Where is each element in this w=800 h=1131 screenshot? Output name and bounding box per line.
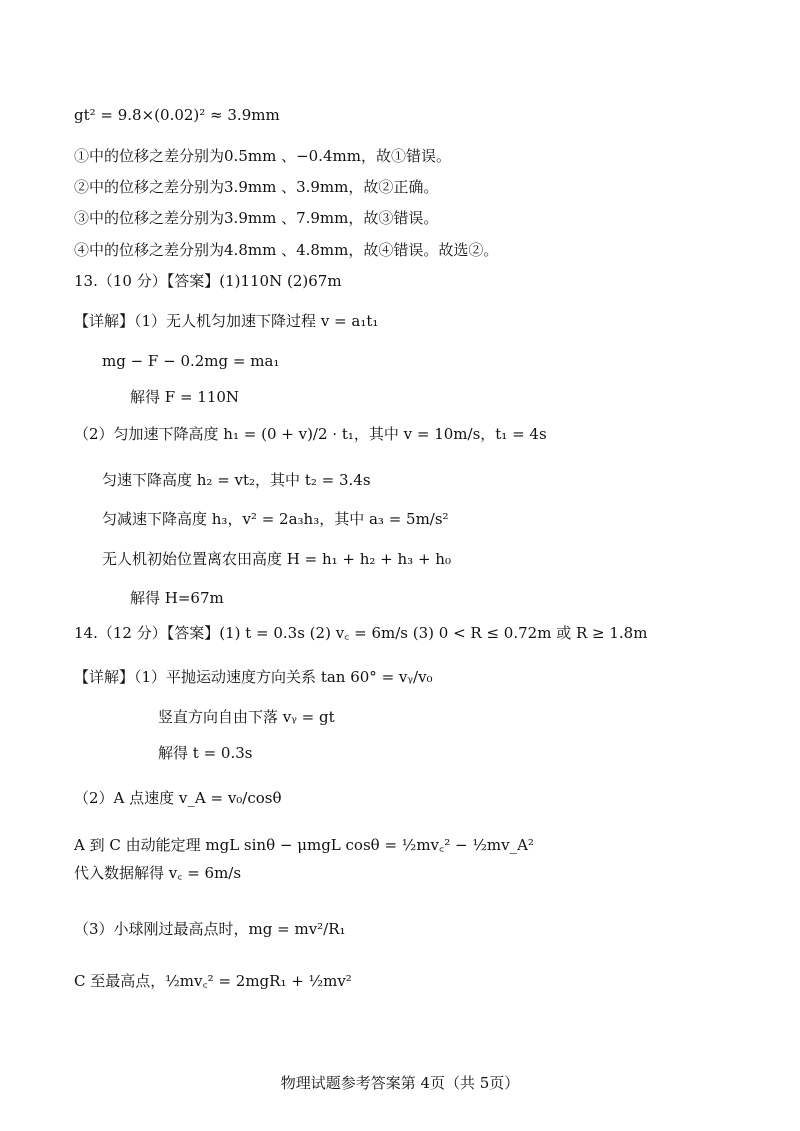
text-line: gt² = 9.8×(0.02)² ≈ 3.9mm [74, 106, 280, 124]
text-line: ②中的位移之差分别为3.9mm 、3.9mm，故②正确。 [74, 178, 439, 196]
text-line: ③中的位移之差分别为3.9mm 、7.9mm，故③错误。 [74, 209, 439, 227]
text-line: （2）匀加速下降高度 h₁ = (0 + v)/2 · t₁，其中 v = 10m/s，t₁ = 4s [74, 425, 547, 443]
text-line: 14.（12 分）【答案】(1) t = 0.3s (2) v꜀ = 6m/s (3) 0 < R ≤ 0.72m 或 R ≥ 1.8m [74, 624, 648, 642]
text-line: C 至最高点，½mv꜀² = 2mgR₁ + ½mv² [74, 972, 352, 990]
text-line: 【详解】（1）无人机匀加速下降过程 v = a₁t₁ [74, 312, 379, 330]
text-line: A 到 C 由动能定理 mgL sinθ − μmgL cosθ = ½mv꜀² − ½mv_A² [74, 836, 534, 854]
text-line: 13.（10 分）【答案】(1)110N (2)67m [74, 272, 342, 290]
text-line: 代入数据解得 v꜀ = 6m/s [74, 864, 242, 882]
text-line: 解得 t = 0.3s [158, 744, 253, 762]
text-line: 竖直方向自由下落 vᵧ = gt [158, 708, 335, 726]
text-line: 匀速下降高度 h₂ = vt₂，其中 t₂ = 3.4s [102, 471, 371, 489]
text-line: （2）A 点速度 v_A = v₀/cosθ [74, 789, 282, 807]
text-line: mg − F − 0.2mg = ma₁ [102, 352, 280, 370]
text-line: 解得 F = 110N [130, 388, 240, 406]
page-footer: 物理试题参考答案第 4页（共 5页） [280, 1074, 520, 1092]
text-line: （3）小球刚过最高点时，mg = mv²/R₁ [74, 920, 346, 938]
text-line: 解得 H=67m [130, 589, 224, 607]
text-line: 匀减速下降高度 h₃，v² = 2a₃h₃，其中 a₃ = 5m/s² [102, 510, 449, 528]
text-line: ①中的位移之差分别为0.5mm 、−0.4mm，故①错误。 [74, 147, 451, 165]
text-line: ④中的位移之差分别为4.8mm 、4.8mm，故④错误。故选②。 [74, 241, 499, 259]
text-line: 无人机初始位置离农田高度 H = h₁ + h₂ + h₃ + h₀ [102, 550, 451, 568]
text-line: 【详解】（1）平抛运动速度方向关系 tan 60° = vᵧ/v₀ [74, 668, 433, 686]
